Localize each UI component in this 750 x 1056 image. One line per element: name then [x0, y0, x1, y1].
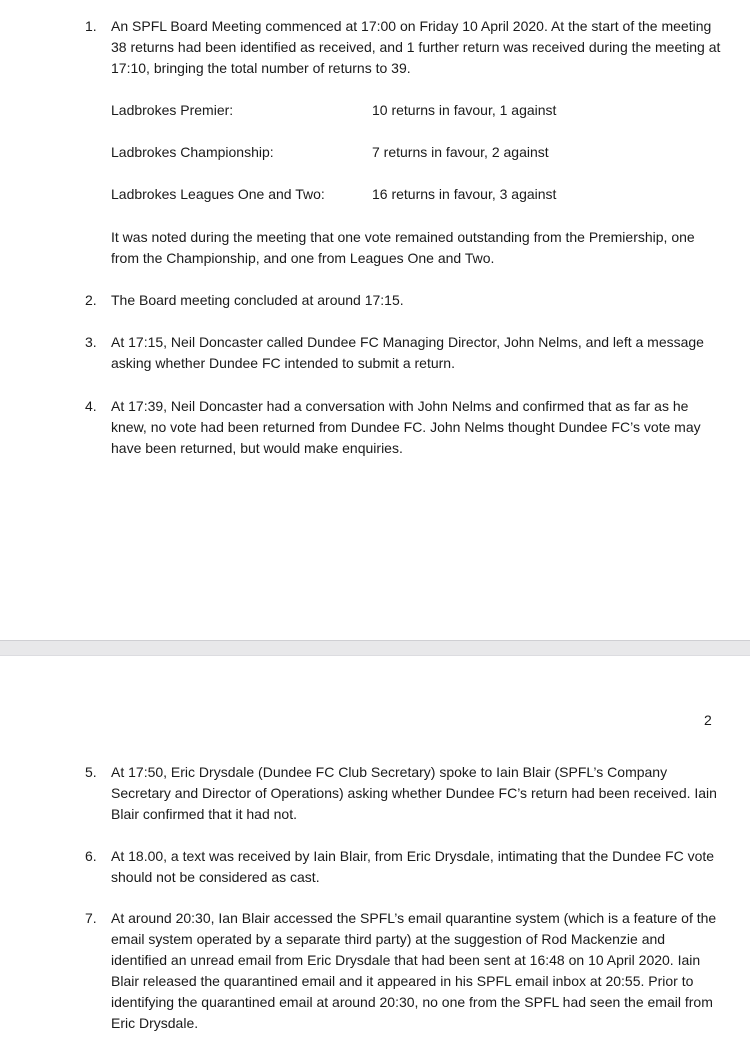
item-paragraph: At 17:15, Neil Doncaster called Dundee FC Managing Director, John Nelms, and left a message asking whether Dundee FC intended to submit a return.: [111, 334, 704, 371]
item-paragraph: The Board meeting concluded at around 17:15.: [111, 292, 404, 308]
league-name: Ladbrokes Championship:: [111, 144, 274, 160]
item-number: 3.: [85, 334, 97, 350]
document-page-2: [0, 656, 750, 1056]
item-paragraph: At around 20:30, Ian Blair accessed the SPFL’s email quarantine system (which is a feature of the email system operated by a separate third party) at the suggestion of Rod Mackenzie and identified an unread email from Eric Drysdale that had been sent at 16:48 on 10 April 2020. Iain Blair released the quarantined email and it appeared in his SPFL email inbox at 20:55. Prior to identifying the quarantined email at around 20:30, no one from the SPFL had seen the email from Eric Drysdale.: [111, 910, 717, 1031]
item-paragraph: An SPFL Board Meeting commenced at 17:00 on Friday 10 April 2020. At the start of the meeting 38 returns had been identified as received, and 1 further return was received during the meeting at 17:10, bringing the total number of returns to 39.: [111, 18, 721, 76]
page-separator: [0, 640, 750, 656]
note-paragraph: It was noted during the meeting that one vote remained outstanding from the Premiership, one from the Championship, and one from Leagues One and Two.: [111, 229, 695, 266]
item-paragraph: At 17:50, Eric Drysdale (Dundee FC Club Secretary) spoke to Iain Blair (SPFL’s Company Secretary and Director of Operations) asking whether Dundee FC’s return had been received. Iain Blair confirmed that it had not.: [111, 764, 717, 822]
item-number: 5.: [85, 764, 97, 780]
item-paragraph: At 18.00, a text was received by Iain Blair, from Eric Drysdale, intimating that the Dundee FC vote should not be considered as cast.: [111, 848, 715, 885]
league-result: 7 returns in favour, 2 against: [372, 144, 549, 160]
league-name: Ladbrokes Leagues One and Two:: [111, 186, 325, 202]
league-result: 16 returns in favour, 3 against: [372, 186, 557, 202]
item-number: 6.: [85, 848, 97, 864]
league-result: 10 returns in favour, 1 against: [372, 102, 557, 118]
item-number: 4.: [85, 398, 97, 414]
league-name: Ladbrokes Premier:: [111, 102, 234, 118]
item-number: 2.: [85, 292, 97, 308]
item-paragraph: At 17:39, Neil Doncaster had a conversation with John Nelms and confirmed that as far as he knew, no vote had been returned from Dundee FC. John Nelms thought Dundee FC’s vote may have been returned, but would make enquiries.: [111, 398, 701, 456]
item-number: 7.: [85, 910, 97, 926]
item-number: 1.: [85, 18, 97, 34]
page-number: 2: [704, 712, 712, 728]
